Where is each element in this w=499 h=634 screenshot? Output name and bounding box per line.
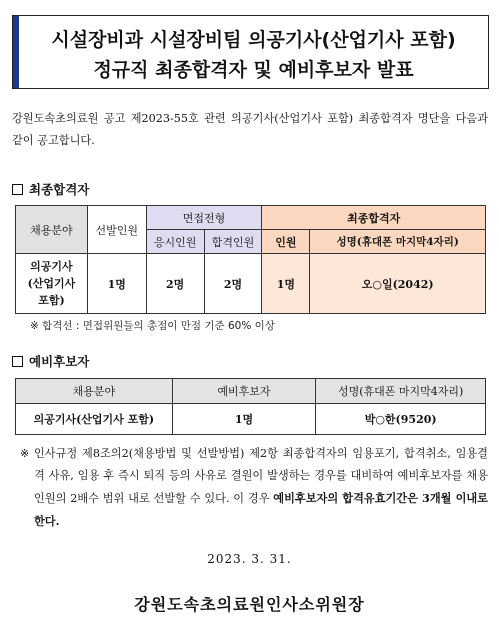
announcement-date: 2023. 3. 31. xyxy=(207,552,292,566)
footnote-bold-text: 예비후보자의 합격유효기간은 3개월 이내로 한다. xyxy=(34,491,488,528)
reserve-footnote xyxy=(20,443,488,533)
header-field: 채용분야 xyxy=(16,206,88,254)
final-section-title: 최종합격자 xyxy=(29,182,90,197)
reserve-cell-field: 의공기사(산업기사 포함) xyxy=(16,404,173,435)
reserve-header-name: 성명(휴대폰 마지막4자리) xyxy=(316,379,486,404)
header-interview: 면접전형 xyxy=(146,206,262,230)
header-count: 인원 xyxy=(262,230,310,254)
reserve-cell-count: 1명 xyxy=(172,404,316,435)
reserve-section-title: 예비후보자 xyxy=(29,354,90,369)
reserve-table xyxy=(15,378,486,435)
header-applicants: 응시인원 xyxy=(146,230,204,254)
cell-passers: 2명 xyxy=(204,254,262,314)
header-passers: 합격인원 xyxy=(204,230,262,254)
cell-name: 오○일(2042) xyxy=(310,254,486,314)
final-section-heading xyxy=(12,180,89,198)
header-name: 성명(휴대폰 마지막4자리) xyxy=(310,230,486,254)
footnote-text: 인사규정 제8조의2(채용방법 및 선발방법) 제2항 최종합격자의 임용포기, 합격취소, 임용결격 사유, 임용 후 즉시 퇴직 등의 사유로 결원이 발생하는 경우를 대비하여 예비후보자를 채용인원의 2배수 범위 내로 선발할 수 있다. 이 경우 xyxy=(34,447,488,505)
table-row xyxy=(16,404,486,435)
reserve-header-field: 채용분야 xyxy=(16,379,173,404)
pass-criteria-note: ※ 합격선 : 면접위원들의 총점이 만점 기준 60% 이상 xyxy=(30,320,275,332)
title-line-2: 정규직 최종합격자 및 예비후보자 발표 xyxy=(93,59,414,81)
cell-applicants: 2명 xyxy=(146,254,204,314)
reserve-section-heading xyxy=(12,352,89,370)
square-bullet-icon xyxy=(12,356,23,367)
intro-paragraph: 강원도속초의료원 공고 제2023-55호 관련 의공기사(산업기사 포함) 최종합격자 명단을 다음과 같이 공고합니다. xyxy=(12,112,488,147)
cell-selected: 1명 xyxy=(87,254,146,314)
footnote-mark: ※ xyxy=(20,447,30,460)
cell-field: 의공기사 (산업기사 포함) xyxy=(16,254,88,314)
header-selected: 선발인원 xyxy=(87,206,146,254)
table-row xyxy=(16,254,486,314)
header-final: 최종합격자 xyxy=(262,206,486,230)
cell-count: 1명 xyxy=(262,254,310,314)
title-box xyxy=(12,15,489,89)
reserve-header-count: 예비후보자 xyxy=(172,379,316,404)
title-line-1: 시설장비과 시설장비팀 의공기사(산업기사 포함) xyxy=(51,29,456,51)
final-results-table xyxy=(15,205,486,314)
reserve-cell-name: 박○한(9520) xyxy=(316,404,486,435)
square-bullet-icon xyxy=(12,184,23,195)
signature: 강원도속초의료원인사소위원장 xyxy=(134,595,365,614)
